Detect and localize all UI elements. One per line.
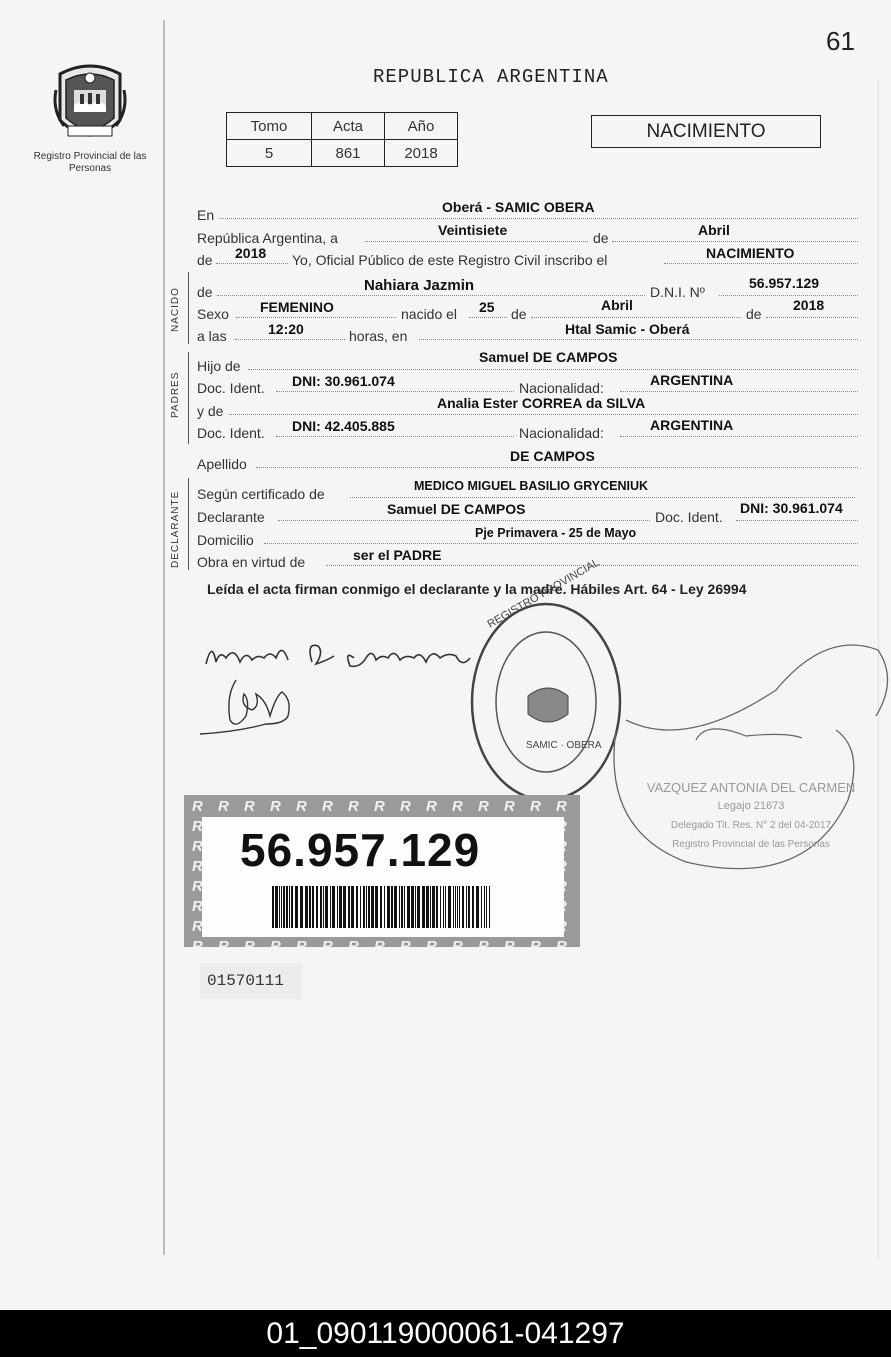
de-label: de xyxy=(511,306,527,322)
section-label-declarante: DECLARANTE xyxy=(170,490,181,568)
dotted-line xyxy=(620,391,858,392)
barcode-bar xyxy=(339,886,342,928)
barcode-bar xyxy=(468,886,470,928)
barcode-bar xyxy=(440,886,441,928)
barcode-bar xyxy=(300,886,303,928)
barcode-bar xyxy=(484,886,485,928)
barcode-bar xyxy=(411,886,414,928)
domicilio-label: Domicilio xyxy=(197,532,254,548)
nacionalidad-label: Nacionalidad: xyxy=(519,380,604,396)
barcode-bar xyxy=(384,886,385,928)
barcode-bar xyxy=(401,886,403,928)
dni-sticker-number: 56.957.129 xyxy=(240,824,481,876)
stamp-line-name: VAZQUEZ ANTONIA DEL CARMEN xyxy=(646,780,856,795)
birth-place: Htal Samic - Oberá xyxy=(565,321,690,337)
child-dni: 56.957.129 xyxy=(749,275,820,291)
barcode-bar xyxy=(422,886,425,928)
doc-label: Doc. Ident. xyxy=(197,425,265,441)
section-label-padres: PADRES xyxy=(170,371,181,418)
birth-day: 25 xyxy=(479,299,495,315)
dotted-line xyxy=(620,436,858,437)
reference-table xyxy=(226,112,458,167)
page-number: 61 xyxy=(826,26,855,56)
sexo-label: Sexo xyxy=(197,306,229,322)
surname-value: DE CAMPOS xyxy=(510,448,595,464)
dotted-line xyxy=(276,436,514,437)
republica-label: República Argentina, a xyxy=(197,230,338,246)
barcode-bar xyxy=(281,886,282,928)
mother-nationality: ARGENTINA xyxy=(650,417,734,433)
closing-statement: Leída el acta firman conmigo el declarante y la madre. Hábiles Art. 64 - Ley 26994 xyxy=(207,581,747,597)
barcode-bar xyxy=(366,886,367,928)
ref-value-anio: 2018 xyxy=(385,140,458,167)
dotted-line xyxy=(350,497,855,498)
dotted-line xyxy=(612,241,858,242)
stamp-line-legajo: Legajo 21673 xyxy=(717,800,785,812)
barcode-bar xyxy=(443,886,444,928)
dni-label: D.N.I. Nº xyxy=(650,284,705,300)
dotted-line xyxy=(216,263,288,264)
barcode-bar xyxy=(323,886,324,928)
barcode-bar xyxy=(360,886,361,928)
dotted-line xyxy=(256,467,858,468)
dotted-line xyxy=(531,317,741,318)
barcode-bar xyxy=(466,886,467,928)
barcode-bar xyxy=(291,886,293,928)
declarant-name: Samuel DE CAMPOS xyxy=(387,501,526,517)
barcode-bar xyxy=(356,886,358,928)
margin-line xyxy=(163,20,165,1255)
barcode-bar xyxy=(320,886,322,928)
barcode-bar xyxy=(286,886,288,928)
dotted-line xyxy=(248,369,858,370)
svg-text:REGISTRO PROVINCIAL: REGISTRO PROVINCIAL xyxy=(485,556,602,631)
birth-month: Abril xyxy=(601,297,633,313)
barcode-bar xyxy=(337,886,338,928)
mother-name: Analia Ester CORREA da SILVA xyxy=(437,395,646,411)
section-label-nacido: NACIDO xyxy=(170,287,181,332)
apellido-label: Apellido xyxy=(197,456,247,472)
dotted-line xyxy=(235,339,345,340)
dotted-line xyxy=(469,317,507,318)
declarant-doc: DNI: 30.961.074 xyxy=(740,500,843,516)
barcode-bar xyxy=(462,886,464,928)
ref-header-anio: Año xyxy=(385,113,458,140)
father-doc: DNI: 30.961.074 xyxy=(292,373,395,389)
de-label: de xyxy=(746,306,762,322)
ref-header-acta: Acta xyxy=(312,113,385,140)
delegation-round-stamp xyxy=(466,556,626,808)
dotted-line xyxy=(276,391,514,392)
father-nationality: ARGENTINA xyxy=(650,372,734,388)
dotted-line xyxy=(236,317,396,318)
barcode-bar xyxy=(368,886,370,928)
control-number: 01570111 xyxy=(207,972,284,990)
birth-hour: 12:20 xyxy=(268,321,304,337)
dotted-line xyxy=(217,295,645,296)
barcode-bar xyxy=(489,886,490,928)
barcode-bar xyxy=(275,886,278,928)
dotted-line xyxy=(419,339,858,340)
barcode-bar xyxy=(375,886,378,928)
mother-doc: DNI: 42.405.885 xyxy=(292,418,395,434)
barcode xyxy=(272,886,492,928)
day-value: Veintisiete xyxy=(438,222,508,238)
barcode-bar xyxy=(432,886,435,928)
barcode-bar xyxy=(343,886,346,928)
a-las-label: a las xyxy=(197,328,227,344)
section-bar xyxy=(188,352,189,444)
nacionalidad-label: Nacionalidad: xyxy=(519,425,604,441)
year-value: 2018 xyxy=(235,245,267,261)
barcode-bar xyxy=(436,886,438,928)
barcode-bar xyxy=(399,886,400,928)
barcode-bar xyxy=(459,886,460,928)
oficial-text: Yo, Oficial Público de este Registro Civil inscribo el xyxy=(292,252,608,268)
barcode-bar xyxy=(371,886,374,928)
barcode-bar xyxy=(363,886,365,928)
de-label: de xyxy=(197,252,213,268)
de-label: de xyxy=(593,230,609,246)
y-de-label: y de xyxy=(197,403,224,419)
capacity-value: ser el PADRE xyxy=(353,547,442,563)
doc-label: Doc. Ident. xyxy=(197,380,265,396)
barcode-bar xyxy=(312,886,314,928)
barcode-bar xyxy=(455,886,456,928)
barcode-bar xyxy=(283,886,285,928)
certificate-issuer: MEDICO MIGUEL BASILIO GRYCENIUK xyxy=(414,479,649,493)
child-name: Nahiara Jazmin xyxy=(364,277,475,294)
dotted-line xyxy=(219,218,858,219)
province-seal-icon xyxy=(54,60,126,146)
barcode-bar xyxy=(407,886,410,928)
section-bar xyxy=(188,272,189,344)
stamp-line-role: Delegado Tit. Res. N° 2 del 04-2017 xyxy=(670,820,832,831)
barcode-bar xyxy=(330,886,331,928)
barcode-bar xyxy=(289,886,290,928)
barcode-bar xyxy=(332,886,335,928)
barcode-bar xyxy=(316,886,318,928)
footer-code: 01_090119000061-041297 xyxy=(0,1310,891,1357)
sex-value: FEMENINO xyxy=(260,299,334,315)
dotted-line xyxy=(278,520,650,521)
barcode-bar xyxy=(272,886,274,928)
official-stamp-text xyxy=(636,778,866,854)
barcode-bar xyxy=(481,886,482,928)
barcode-bar xyxy=(445,886,446,928)
month-value: Abril xyxy=(698,222,730,238)
barcode-bar xyxy=(417,886,420,928)
barcode-bar xyxy=(486,886,487,928)
barcode-bar xyxy=(426,886,429,928)
hijo-de-label: Hijo de xyxy=(197,358,241,374)
stamp-line-office: Registro Provincial de las Personas xyxy=(672,839,830,850)
inscription-type: NACIMIENTO xyxy=(706,245,795,261)
barcode-bar xyxy=(430,886,431,928)
record-type-box: NACIMIENTO xyxy=(591,115,821,148)
barcode-bar xyxy=(476,886,479,928)
dotted-line xyxy=(264,543,858,544)
barcode-bar xyxy=(380,886,382,928)
document-title: REPUBLICA ARGENTINA xyxy=(373,66,609,88)
place-value: Oberá - SAMIC OBERA xyxy=(442,199,595,215)
ref-value-tomo: 5 xyxy=(227,140,312,167)
dotted-line xyxy=(719,295,858,296)
address-value: Pje Primavera - 25 de Mayo xyxy=(475,526,637,540)
section-bar xyxy=(188,478,189,570)
barcode-bar xyxy=(404,886,405,928)
barcode-bar xyxy=(348,886,350,928)
de-label: de xyxy=(197,284,213,300)
barcode-bar xyxy=(279,886,280,928)
ref-header-tomo: Tomo xyxy=(227,113,312,140)
horas-label: horas, en xyxy=(349,328,408,344)
svg-text:SAMIC · OBERA: SAMIC · OBERA xyxy=(526,740,602,751)
ref-value-acta: 861 xyxy=(312,140,385,167)
certificado-label: Según certificado de xyxy=(197,486,325,502)
dotted-line xyxy=(766,317,858,318)
barcode-bar xyxy=(415,886,416,928)
father-name: Samuel DE CAMPOS xyxy=(479,349,618,365)
doc-label: Doc. Ident. xyxy=(655,509,723,525)
barcode-bar xyxy=(351,886,354,928)
barcode-bar xyxy=(453,886,454,928)
en-label: En xyxy=(197,207,215,223)
barcode-bar xyxy=(295,886,298,928)
barcode-bar xyxy=(457,886,458,928)
barcode-bar xyxy=(309,886,311,928)
officer-signature xyxy=(196,676,306,742)
barcode-bar xyxy=(391,886,393,928)
barcode-bar xyxy=(305,886,308,928)
dotted-line xyxy=(229,414,858,415)
birth-year: 2018 xyxy=(793,297,825,313)
obra-label: Obra en virtud de xyxy=(197,554,306,570)
barcode-bar xyxy=(387,886,390,928)
declarante-label: Declarante xyxy=(197,509,265,525)
barcode-bar xyxy=(394,886,397,928)
barcode-bar xyxy=(472,886,474,928)
office-name: Registro Provincial de las Personas xyxy=(33,151,147,174)
dotted-line xyxy=(736,520,858,521)
nacido-label: nacido el xyxy=(401,306,458,322)
barcode-bar xyxy=(448,886,451,928)
dotted-line xyxy=(664,263,858,264)
dotted-line xyxy=(365,241,588,242)
barcode-bar xyxy=(325,886,328,928)
